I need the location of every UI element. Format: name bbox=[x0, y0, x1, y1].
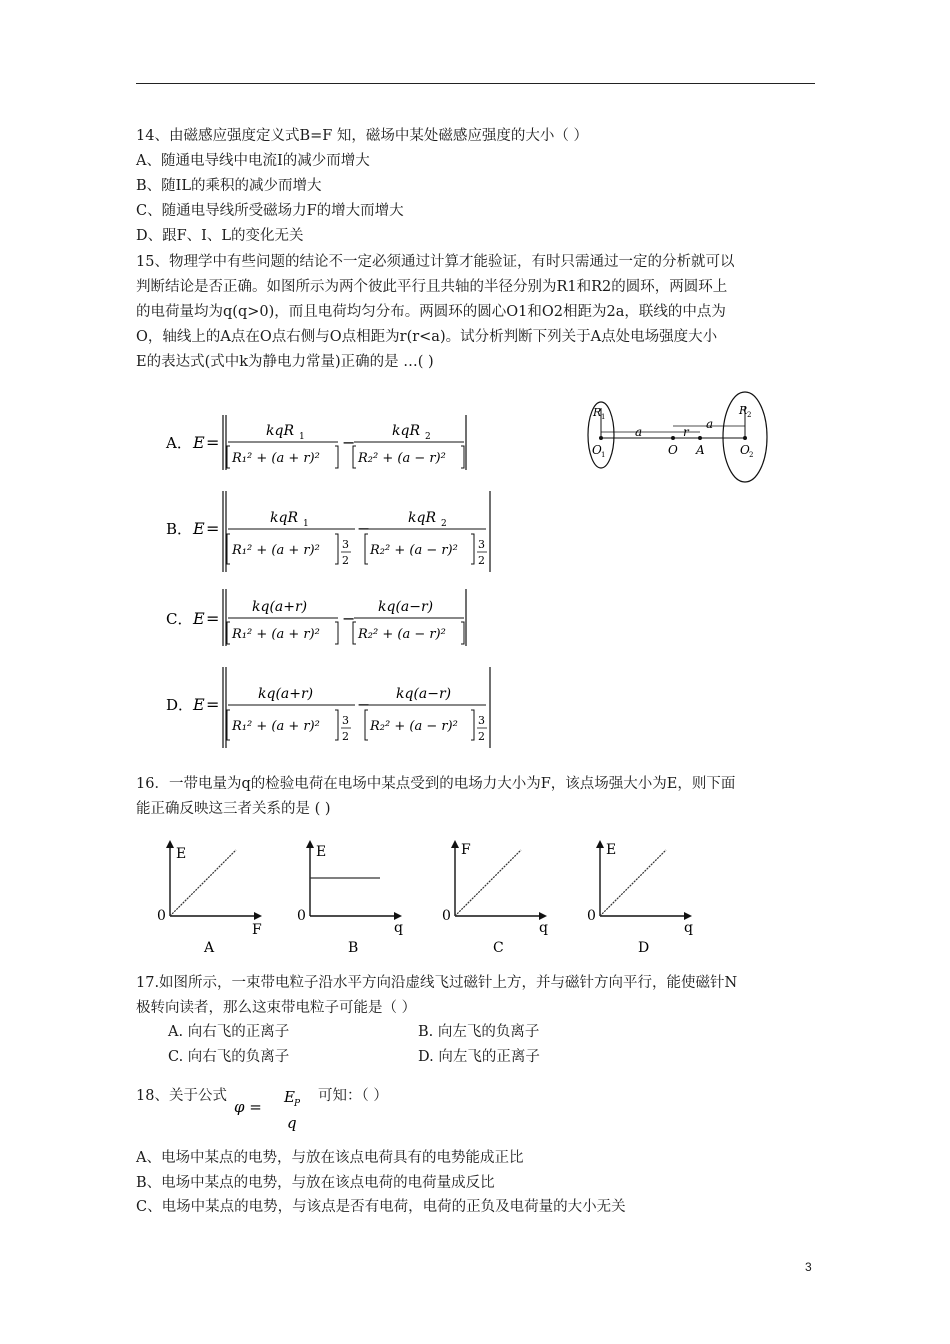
formula-d bbox=[160, 664, 500, 750]
e-symbol: E bbox=[193, 433, 205, 452]
minus-sign: − bbox=[342, 609, 356, 628]
graph-d-x-label: q bbox=[684, 920, 693, 936]
graph-c-y-label: F bbox=[461, 842, 471, 858]
denominator-1: R₁² + (a + r)² bbox=[232, 627, 320, 642]
denominator-1: R₁² + (a + r)² bbox=[232, 543, 320, 558]
q18-stem-suffix: 可知：（ ） bbox=[318, 1088, 388, 1104]
q18-formula bbox=[234, 1082, 314, 1134]
graph-d-origin: 0 bbox=[587, 908, 596, 924]
q18-option-c: C、电场中某点的电势，与该点是否有电荷，电荷的正负及电荷量的大小无关 bbox=[136, 1199, 626, 1215]
q15-line-3: 的电荷量均为q(q>0)，而且电荷均匀分布。两圆环的圆心O1和O2相距为2a，联线的中点为 bbox=[136, 304, 726, 320]
exponent-num-1: 3 bbox=[342, 538, 349, 551]
q14-option-c: C、随通电导线所受磁场力F的增大而增大 bbox=[136, 203, 404, 219]
label-o1: O bbox=[592, 443, 602, 457]
q16-line-2: 能正确反映这三者关系的是 ( ) bbox=[136, 801, 331, 817]
graph-b-x-label: q bbox=[394, 920, 403, 936]
formula-a bbox=[160, 410, 480, 472]
exponent-num-2: 3 bbox=[478, 538, 485, 551]
q15-line-4: O，轴线上的A点在O点右侧与O点相距为r(r<a)。试分析判断下列关于A点处电场强度大小 bbox=[136, 329, 718, 345]
equals-sign: = bbox=[206, 433, 220, 452]
choice-letter-d: D． bbox=[166, 696, 194, 714]
minus-sign: − bbox=[357, 695, 371, 714]
exponent-den-2: 2 bbox=[478, 554, 485, 567]
equals-sign: = bbox=[206, 609, 220, 628]
numerator-1-sub: 1 bbox=[299, 432, 305, 442]
q14-stem: 14、由磁感应强度定义式B=F 知，磁场中某处磁感应强度的大小（ ） bbox=[136, 128, 589, 144]
denominator-2: R₂² + (a − r)² bbox=[370, 719, 458, 734]
graph-b-origin: 0 bbox=[297, 908, 306, 924]
label-a-right: a bbox=[706, 417, 714, 431]
equals-sign: = bbox=[206, 695, 220, 714]
q16-line-1: 16．一带电量为q的检验电荷在电场中某点受到的电场力大小为F，该点场强大小为E，则下面 bbox=[136, 776, 736, 792]
denominator-2: R₂² + (a − r)² bbox=[358, 451, 446, 466]
minus-sign: − bbox=[342, 433, 356, 452]
graph-d-caption: D bbox=[638, 940, 650, 956]
q18-stem-prefix: 18、关于公式 bbox=[136, 1088, 227, 1104]
q17-line-2: 极转向读者，那么这束带电粒子可能是（ ） bbox=[136, 1000, 417, 1016]
denominator-1: R₁² + (a + r)² bbox=[232, 451, 320, 466]
numerator-1: kqR bbox=[266, 423, 294, 439]
q17-line-1: 17.如图所示，一束带电粒子沿水平方向沿虚线飞过磁针上方，并与磁针方向平行，能使磁针N bbox=[136, 975, 738, 991]
graph-b-y-label: E bbox=[316, 844, 327, 860]
label-point-a: A bbox=[696, 443, 705, 457]
graph-b bbox=[292, 838, 412, 958]
graph-d bbox=[582, 838, 702, 958]
numerator-1-sub: 1 bbox=[303, 519, 309, 529]
label-o2-sub: 2 bbox=[749, 451, 754, 459]
q17-option-d: D. 向左飞的正离子 bbox=[418, 1049, 540, 1065]
e-symbol: E bbox=[193, 695, 205, 714]
q15-line-2: 判断结论是否正确。如图所示为两个彼此平行且共轴的半径分别为R1和R2的圆环，两圆环上 bbox=[136, 279, 728, 295]
numerator-2-sub: 2 bbox=[441, 519, 447, 529]
choice-letter-c: C． bbox=[166, 610, 193, 628]
exponent-num-2: 3 bbox=[478, 714, 485, 727]
q14-option-b: B、随IL的乘积的减少而增大 bbox=[136, 178, 322, 194]
numerator-2: kq(a−r) bbox=[378, 599, 434, 615]
label-o1-sub: 1 bbox=[601, 451, 606, 459]
label-a-left: a bbox=[635, 425, 643, 439]
denominator-2: R₂² + (a − r)² bbox=[370, 543, 458, 558]
q14-option-d: D、跟F、I、L的变化无关 bbox=[136, 228, 304, 244]
fraction-numerator: E bbox=[284, 1088, 295, 1106]
q14-option-a: A、随通电导线中电流I的减少而增大 bbox=[136, 153, 370, 169]
e-symbol: E bbox=[193, 609, 205, 628]
graph-c-origin: 0 bbox=[442, 908, 451, 924]
numerator-2-sub: 2 bbox=[425, 432, 431, 442]
numerator-1: kqR bbox=[270, 510, 298, 526]
numerator-1: kq(a+r) bbox=[258, 686, 314, 702]
q15-line-1: 15、物理学中有些问题的结论不一定必须通过计算才能验证，有时只需通过一定的分析就可以 bbox=[136, 254, 735, 270]
formula-b bbox=[160, 488, 500, 574]
label-r2: R bbox=[739, 404, 748, 417]
exponent-den-2: 2 bbox=[478, 730, 485, 743]
equals-sign: = bbox=[206, 519, 220, 538]
q17-option-c: C. 向右飞的负离子 bbox=[168, 1049, 290, 1065]
graph-a-caption: A bbox=[204, 940, 215, 956]
numerator-1: kq(a+r) bbox=[252, 599, 308, 615]
graph-c bbox=[437, 838, 557, 958]
q15-line-5: E的表达式(式中k为静电力常量)正确的是 …( ) bbox=[136, 354, 434, 370]
label-o: O bbox=[668, 443, 678, 457]
phi-symbol: φ = bbox=[234, 1098, 262, 1116]
label-r1: R bbox=[593, 406, 602, 419]
rings-diagram bbox=[582, 392, 772, 487]
q17-option-a: A. 向右飞的正离子 bbox=[168, 1024, 290, 1040]
graph-d-line bbox=[600, 850, 666, 916]
fraction-numerator-sub: P bbox=[294, 1099, 301, 1109]
numerator-2: kqR bbox=[392, 423, 420, 439]
q17-option-b: B. 向左飞的负离子 bbox=[418, 1024, 540, 1040]
graph-c-x-label: q bbox=[539, 920, 548, 936]
label-o2: O bbox=[740, 443, 750, 457]
denominator-1: R₁² + (a + r)² bbox=[232, 719, 320, 734]
graph-c-line bbox=[455, 850, 521, 916]
fraction-denominator: q bbox=[287, 1114, 297, 1132]
q18-option-b: B、电场中某点的电势，与放在该点电荷的电荷量成反比 bbox=[136, 1175, 495, 1191]
page-number: 3 bbox=[805, 1260, 812, 1274]
choice-letter-b: B． bbox=[166, 520, 193, 538]
numerator-2: kq(a−r) bbox=[396, 686, 452, 702]
label-r1-sub: 1 bbox=[601, 413, 606, 421]
exponent-den-1: 2 bbox=[342, 554, 349, 567]
formula-c bbox=[160, 586, 480, 648]
denominator-2: R₂² + (a − r)² bbox=[358, 627, 446, 642]
label-r2-sub: 2 bbox=[747, 411, 752, 419]
graph-d-y-label: E bbox=[606, 842, 617, 858]
q18-option-a: A、电场中某点的电势，与放在该点电荷具有的电势能成正比 bbox=[136, 1150, 524, 1166]
header-rule bbox=[136, 83, 815, 84]
numerator-2: kqR bbox=[408, 510, 436, 526]
e-symbol: E bbox=[193, 519, 205, 538]
graph-c-caption: C bbox=[493, 940, 504, 956]
graph-a-x-label: F bbox=[252, 922, 262, 938]
minus-sign: − bbox=[357, 519, 371, 538]
graph-a-origin: 0 bbox=[157, 908, 166, 924]
exponent-den-1: 2 bbox=[342, 730, 349, 743]
exponent-num-1: 3 bbox=[342, 714, 349, 727]
graph-a-y-label: E bbox=[176, 846, 187, 862]
label-r: r bbox=[683, 425, 689, 439]
graph-a bbox=[152, 838, 272, 958]
choice-letter-a: A． bbox=[166, 434, 192, 452]
graph-b-caption: B bbox=[348, 940, 359, 956]
